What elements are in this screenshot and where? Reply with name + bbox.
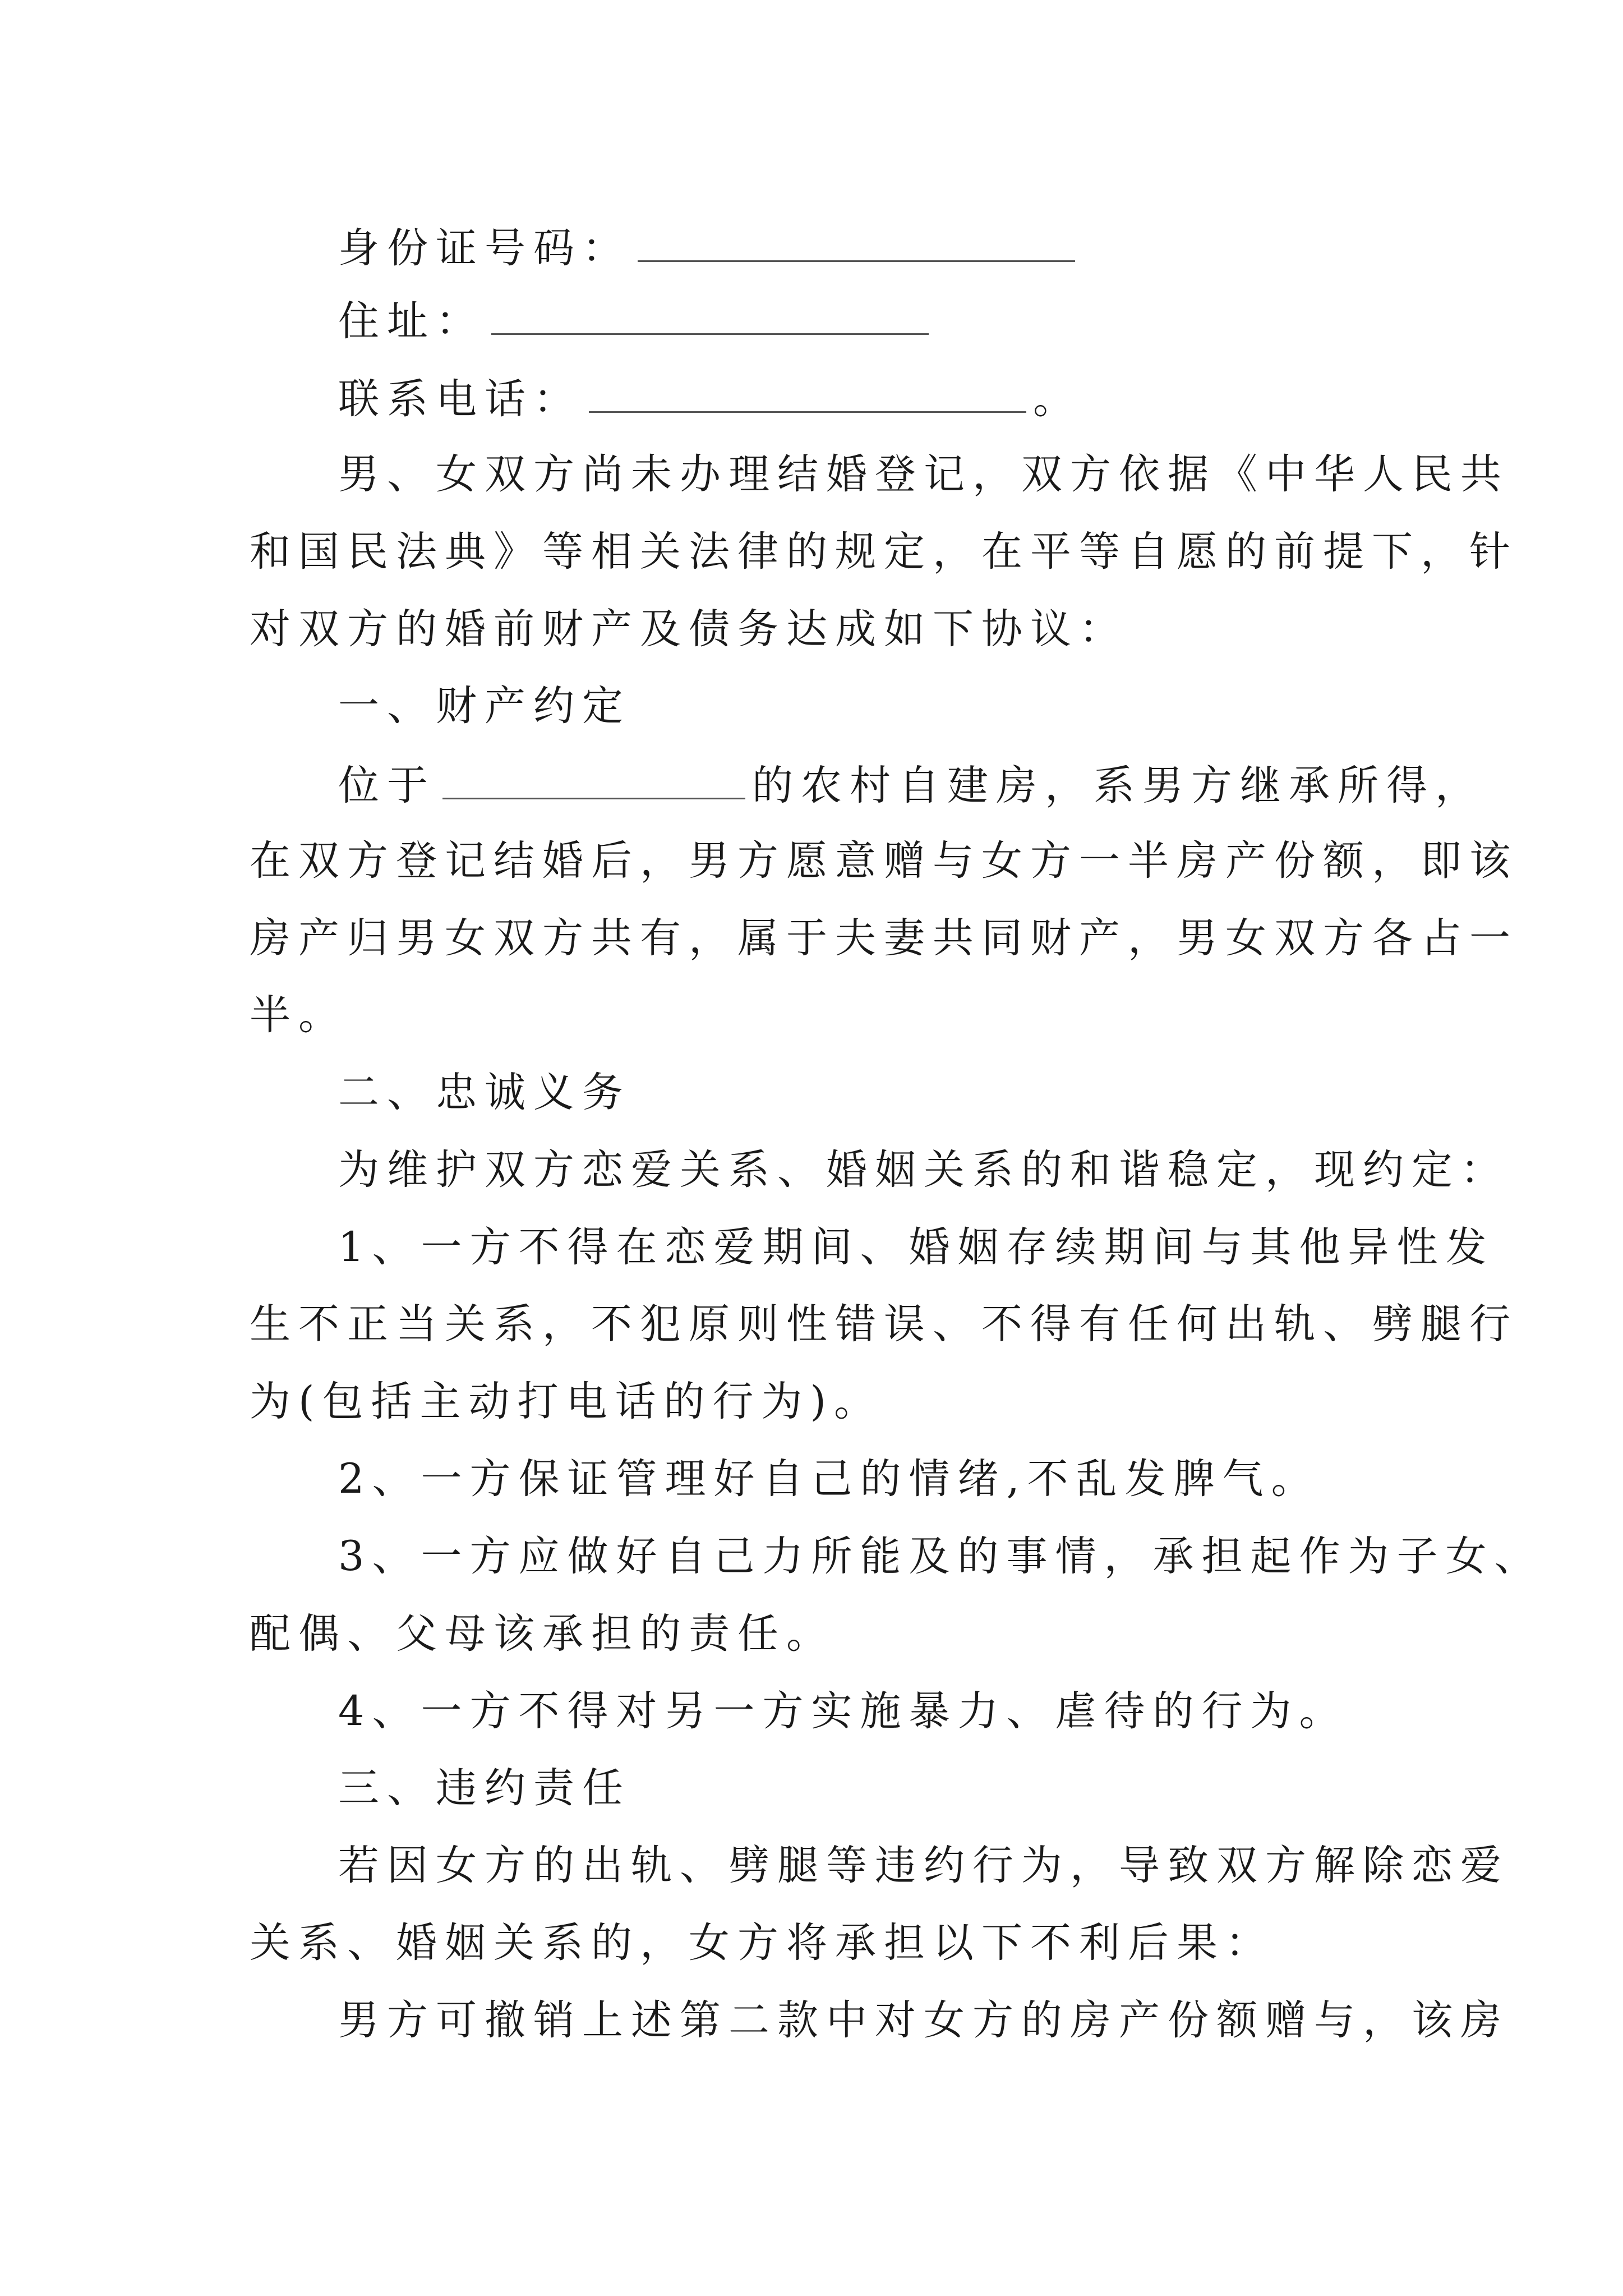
item4-line: 4、一方不得对另一方实施暴力、虐待的行为。 — [338, 1687, 1348, 1735]
item1-line-2: 生不正当关系，不犯原则性错误、不得有任何出轨、劈腿行 — [250, 1300, 1518, 1348]
address-label: 住址： — [338, 297, 485, 345]
section1-line-4: 半。 — [250, 991, 347, 1039]
section1-line-2: 在双方登记结婚后，男方愿意赠与女方一半房产份额，即该 — [250, 837, 1518, 885]
id-number-line — [338, 224, 1082, 272]
intro-line-2: 和国民法典》等相关法律的规定，在平等自愿的前提下，针 — [250, 528, 1518, 576]
address-blank[interactable] — [491, 298, 929, 335]
address-line — [338, 297, 935, 345]
phone-label: 联系电话： — [338, 375, 582, 423]
phone-blank[interactable] — [589, 376, 1026, 413]
id-number-label: 身份证号码： — [338, 224, 631, 272]
section3-p1-line-2: 关系、婚姻关系的，女方将承担以下不利后果： — [250, 1919, 1274, 1967]
section3-heading: 三、违约责任 — [338, 1764, 631, 1812]
item3-line-2: 配偶、父母该承担的责任。 — [250, 1610, 835, 1658]
phone-suffix: 。 — [1033, 375, 1082, 423]
section1-line-1 — [338, 762, 1484, 809]
item1-line-1: 1、一方不得在恋爱期间、婚姻存续期间与其他异性发 — [338, 1223, 1495, 1271]
location-prefix: 位于 — [338, 762, 436, 809]
item3-line-1: 3、一方应做好自己力所能及的事情，承担起作为子女、 — [338, 1533, 1543, 1580]
intro-line-1: 男、女双方尚未办理结婚登记，双方依据《中华人民共 — [338, 450, 1509, 498]
section1-line-3: 房产归男女双方共有，属于夫妻共同财产，男女双方各占一 — [250, 914, 1518, 962]
section3-p1-line-1: 若因女方的出轨、劈腿等违约行为，导致双方解除恋爱 — [338, 1842, 1509, 1889]
section2-intro: 为维护双方恋爱关系、婚姻关系的和谐稳定，现约定： — [338, 1146, 1509, 1194]
section2-heading: 二、忠诚义务 — [338, 1069, 631, 1116]
item2-line: 2、一方保证管理好自己的情绪,不乱发脾气。 — [338, 1455, 1320, 1503]
id-number-blank[interactable] — [638, 226, 1075, 262]
section3-p2-line-1: 男方可撤销上述第二款中对女方的房产份额赠与，该房 — [338, 1996, 1509, 2044]
intro-line-3: 对双方的婚前财产及债务达成如下协议： — [250, 605, 1128, 653]
phone-line — [338, 375, 1082, 423]
section1-heading: 一、财产约定 — [338, 682, 631, 730]
location-blank[interactable] — [442, 763, 745, 799]
section1-line-1-rest: 的农村自建房，系男方继承所得， — [752, 762, 1484, 809]
item1-line-3: 为(包括主动打电话的行为)。 — [250, 1378, 883, 1425]
